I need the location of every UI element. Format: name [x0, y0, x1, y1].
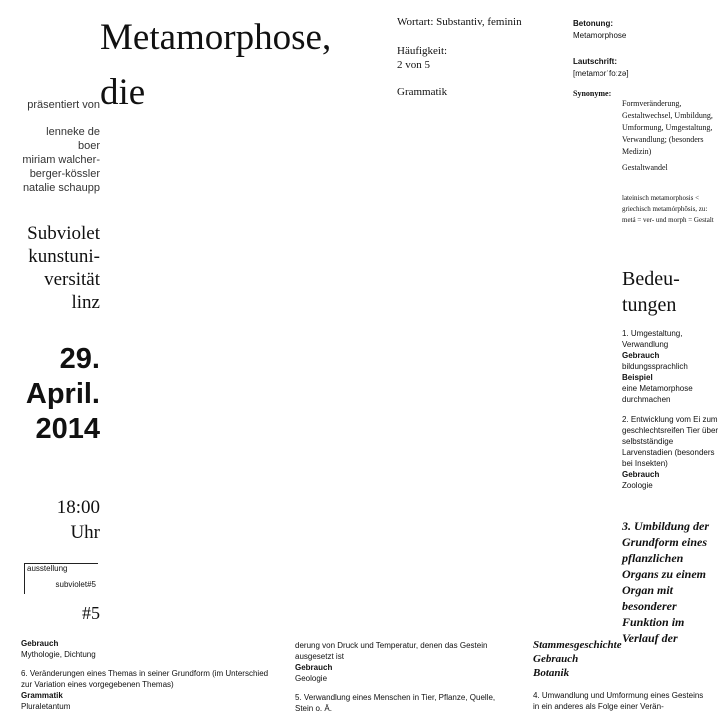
meaning-1-gebrauch-label: Gebrauch — [622, 351, 660, 360]
event-time — [10, 495, 100, 545]
synonyme-label: Synonyme: — [573, 89, 612, 98]
meaning-1-text: 1. Umgestaltung, Verwandlung — [622, 329, 683, 349]
meaning-3-continuation — [533, 638, 705, 680]
betonung-value: Metamorphose — [573, 31, 627, 40]
meaning-3-cont-line-3: Botanik — [533, 667, 570, 679]
author-line: natalie schaupp — [22, 182, 100, 194]
venue-line: linz — [71, 292, 100, 313]
meaning-4-text: 4. Umwandlung und Umformung eines Gesteins in ein anderes als Folge einer Verän- — [533, 691, 704, 711]
meaning-1-beispiel-label: Beispiel — [622, 373, 653, 382]
author-line: miriam walcher- — [22, 154, 100, 166]
meanings-heading-line-1: Bedeu- — [622, 268, 680, 290]
bottom-column-1 — [21, 638, 271, 720]
bottom-col2-gebrauch-value: Geologie — [295, 674, 328, 683]
time-value: 18:00 — [56, 497, 100, 518]
bottom-grammatik-label: Grammatik — [21, 691, 63, 700]
presented-by: präsentiert von — [27, 99, 100, 111]
meanings-heading-line-2: tungen — [622, 294, 677, 316]
author-list — [10, 125, 100, 195]
date-day: 29. — [59, 343, 100, 375]
meaning-2-gebrauch-label: Gebrauch — [622, 470, 660, 479]
bottom-gebrauch-label: Gebrauch — [21, 639, 59, 648]
venue-line: versität — [44, 269, 100, 290]
venue-line: kunstuni- — [28, 246, 100, 267]
meaning-2 — [622, 414, 722, 491]
lautschrift-value: [metamɔrˈfoːzə] — [573, 69, 629, 78]
event-date — [10, 342, 100, 447]
title-line-1: Metamorphose, — [100, 17, 332, 58]
venue-line: Subviolet — [27, 223, 100, 244]
author-line: berger-kössler — [29, 168, 100, 180]
logo-line-2: subviolet#5 — [55, 580, 96, 589]
logo-line-1: ausstellung — [27, 564, 68, 573]
date-year: 2014 — [35, 413, 100, 445]
meaning-3: 3. Umbildung der Grundform eines pflanzlichen Organs zu einem Organ mit besonderer Funktion im Verlauf der — [622, 519, 710, 645]
author-line: lenneke de — [46, 126, 100, 138]
meaning-6-text: 6. Veränderungen eines Themas in seiner Grundform (im Unterschied zur Variation eines vorgegebenen Themas) — [21, 669, 269, 689]
meanings-heading — [622, 266, 722, 318]
bottom-column-3 — [533, 638, 705, 720]
betonung-label: Betonung: — [573, 19, 613, 28]
date-month: April. — [25, 378, 100, 410]
synonyms-text: Formveränderung, Gestaltwechsel, Umbildung, Umformung, Umgestaltung, Verwandlung; (besonders Medizin) — [622, 99, 713, 156]
etymology: lateinisch metamorphosis < griechisch metamórphōsis, zu: metá = ver- und morph = Gestalt — [622, 194, 714, 224]
meaning-1 — [622, 328, 722, 405]
page-title — [100, 10, 360, 120]
meaning-3-cont-line-1: Stammesgeschichte — [533, 639, 622, 651]
meaning-1-beispiel-value: eine Metamorphose durchmachen — [622, 384, 693, 404]
exhibition-logo — [24, 563, 98, 594]
meaning-5-text: 5. Verwandlung eines Menschen in Tier, Pflanze, Quelle, Stein o. Ä. — [295, 693, 496, 713]
meanings-list — [622, 328, 722, 500]
venue — [10, 222, 100, 314]
lautschrift-label: Lautschrift: — [573, 57, 617, 66]
time-unit: Uhr — [70, 522, 100, 543]
grammatik-heading: Grammatik — [397, 86, 448, 98]
wortart: Wortart: Substantiv, feminin — [397, 16, 522, 28]
meaning-2-gebrauch-value: Zoologie — [622, 481, 653, 490]
haeufigkeit-label: Häufigkeit: — [397, 45, 448, 57]
title-line-2: die — [100, 72, 146, 113]
synonyms — [622, 98, 722, 174]
bottom-grammatik-value: Pluraletantum — [21, 702, 71, 711]
meaning-2-text: 2. Entwicklung vom Ei zum geschlechtsreifen Tier über selbstständige Larvenstadien (besonders bei Insekten) — [622, 415, 719, 468]
bottom-col2-gebrauch-label: Gebrauch — [295, 663, 333, 672]
bottom-column-2 — [295, 640, 510, 722]
synonyms-extra: Gestaltwandel — [622, 163, 668, 172]
author-line: boer — [77, 140, 100, 152]
meaning-1-gebrauch-value: bildungssprachlich — [622, 362, 688, 371]
meaning-3-cont-line-2: Gebrauch — [533, 653, 579, 665]
haeufigkeit-value: 2 von 5 — [397, 59, 430, 71]
bottom-gebrauch-value: Mythologie, Dichtung — [21, 650, 96, 659]
hashtag: #5 — [82, 603, 100, 623]
bottom-continuation-text: derung von Druck und Temperatur, denen das Gestein ausgesetzt ist — [295, 641, 488, 661]
